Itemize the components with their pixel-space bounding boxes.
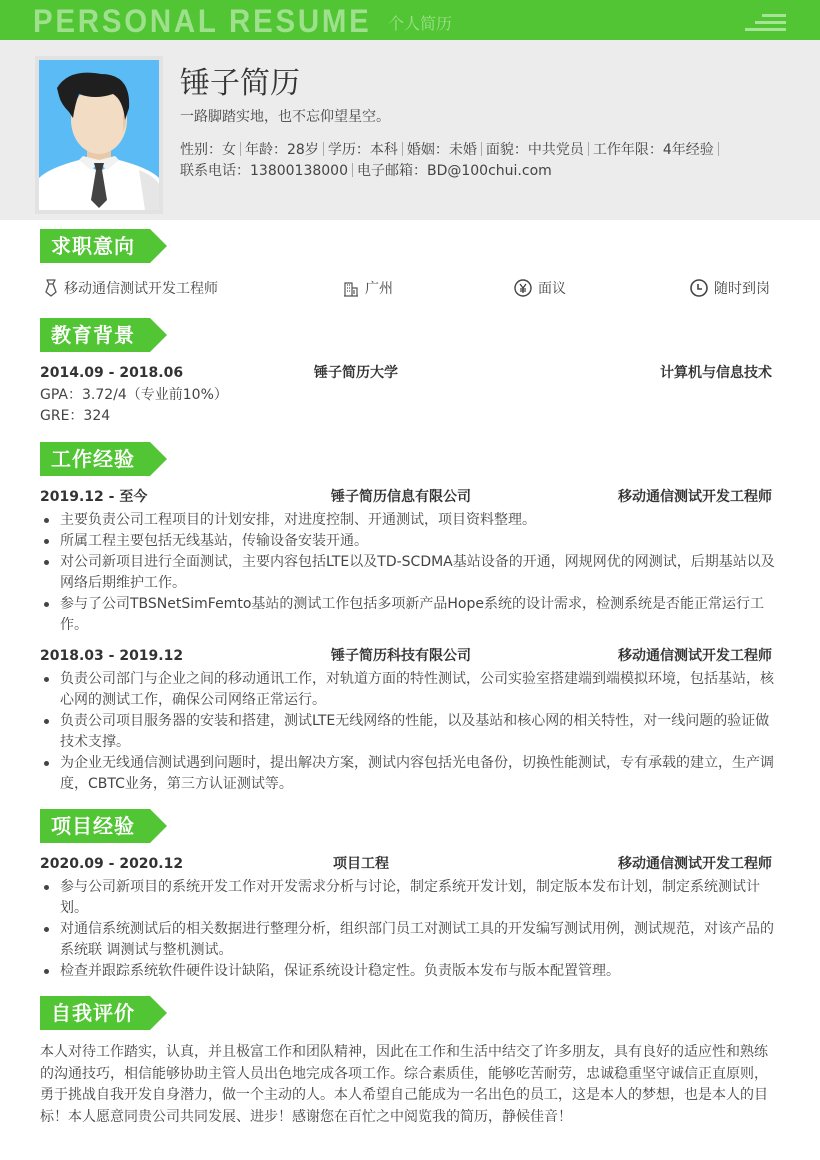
project-duties [40, 877, 780, 982]
section-title-self-eval: 自我评价 [40, 996, 167, 1030]
work-role: 移动通信测试开发工程师 [618, 489, 772, 505]
section-title-education: 教育背景 [40, 318, 167, 352]
section-title-intent: 求职意向 [40, 229, 167, 263]
work-2-duties [40, 669, 780, 795]
self-evaluation-text: 本人对待工作踏实，认真，并且极富工作和团队精神，因此在工作和生活中结交了许多朋友，具有良好的适应性和熟练的沟通技巧，相信能够协助主管人员出色地完成各项工作。综合素质佳，能够吃苦耐劳，忠诚稳重坚守诚信正直原则，勇于挑战自我开发自身潜力，做一个主动的人。本人希望自己能成为一名出色的员工，这是本人的梦想，也是本人的目标！本人愿意同贵公司共同发展、进步！感谢您在百忙之中阅览我的简历，静候佳音！ [40, 1044, 768, 1125]
list-item: 对通信系统测试后的相关数据进行整理分析，组织部门员工对测试工具的开发编写测试用例，测试规范，对该产品的系统联 调测试与整机测试。 [40, 919, 780, 961]
list-item: 负责公司项目服务器的安装和搭建，测试LTE无线网络的性能，以及基站和核心网的相关特性，对一线问题的验证做技术支撑。 [40, 711, 780, 753]
info-email: 电子邮箱：BD@100chui.com [356, 163, 552, 179]
avatar [35, 56, 163, 214]
info-gender: 性别：女 [180, 142, 236, 158]
top-banner [0, 0, 820, 40]
section-title-project: 项目经验 [40, 809, 167, 843]
education-school: 锤子简历大学 [314, 365, 398, 381]
education-period: 2014.09 - 2018.06 [40, 365, 184, 381]
project-row [40, 854, 772, 874]
info-education: 学历：本科 [327, 142, 398, 158]
list-item: 负责公司部门与企业之间的移动通讯工作，对轨道方面的特性测试，公司实验室搭建端到端模拟环境，包括基站，核心网的测试工作，确保公司网络正常运行。 [40, 669, 780, 711]
work-1-duties [40, 510, 780, 636]
intent-position: 移动通信测试开发工程师 [44, 278, 218, 300]
person-avatar-icon [39, 60, 159, 210]
education-gpa: GPA：3.72/4（专业前10%） [40, 387, 228, 403]
project-period: 2020.09 - 2020.12 [40, 856, 184, 872]
yen-icon [514, 279, 532, 297]
info-age: 年龄：28岁 [245, 142, 319, 158]
info-political: 面貌：中共党员 [485, 142, 584, 158]
candidate-name: 锤子简历 [180, 66, 300, 101]
intent-availability: 随时到岗 [690, 278, 770, 300]
building-icon [343, 281, 359, 297]
intent-city: 广州 [343, 278, 393, 300]
project-name: 项目工程 [333, 856, 389, 872]
education-row [40, 363, 772, 383]
list-item: 检查并跟踪系统软件硬件设计缺陷，保证系统设计稳定性。负责版本发布与版本配置管理。 [40, 961, 780, 982]
info-phone: 联系电话：13800138000 [180, 163, 348, 179]
menu-lines-icon [744, 14, 786, 32]
info-years: 工作年限：4年经验 [592, 142, 714, 158]
job-intent-row [40, 278, 780, 300]
avatar-photo [39, 60, 159, 210]
work-period: 2019.12 - 至今 [40, 489, 148, 505]
work-company: 锤子简历信息有限公司 [331, 489, 471, 505]
project-role: 移动通信测试开发工程师 [618, 856, 772, 872]
contact-info-line [180, 161, 552, 181]
info-marital: 婚姻：未婚 [406, 142, 477, 158]
list-item: 参与公司新项目的系统开发工作对开发需求分析与讨论，制定系统开发计划，制定版本发布计划，制定系统测试计划。 [40, 877, 780, 919]
work-row-2 [40, 646, 772, 666]
motto: 一路脚踏实地，也不忘仰望星空。 [180, 109, 390, 125]
banner-title-en: PERSONAL RESUME [33, 3, 372, 39]
work-row-1 [40, 487, 772, 507]
education-gre: GRE：324 [40, 408, 111, 424]
banner-title-cn: 个人简历 [388, 14, 453, 33]
intent-salary: 面议 [514, 278, 566, 300]
section-title-work: 工作经验 [40, 442, 167, 476]
work-role: 移动通信测试开发工程师 [618, 648, 772, 664]
list-item: 所属工程主要包括无线基站，传输设备安装开通。 [40, 531, 780, 552]
list-item: 参与了公司TBSNetSimFemto基站的测试工作包括多项新产品Hope系统的设计需求，检测系统是否能正常运行工作。 [40, 594, 780, 636]
list-item: 主要负责公司工程项目的计划安排，对进度控制、开通测试，项目资料整理。 [40, 510, 780, 531]
work-period: 2018.03 - 2019.12 [40, 648, 184, 664]
list-item: 对公司新项目进行全面测试，主要内容包括LTE以及TD-SCDMA基站设备的开通，网规网优的网测试，后期基站以及网络后期维护工作。 [40, 552, 780, 594]
education-major: 计算机与信息技术 [660, 365, 772, 381]
basic-info-line [180, 140, 723, 160]
list-item: 为企业无线通信测试遇到问题时，提出解决方案，测试内容包括光电备份，切换性能测试，专有承载的建立，生产调度，CBTC业务，第三方认证测试等。 [40, 753, 780, 795]
clock-icon [690, 279, 708, 297]
work-company: 锤子简历科技有限公司 [331, 648, 471, 664]
profile-header [0, 40, 820, 220]
tie-icon [44, 279, 58, 297]
